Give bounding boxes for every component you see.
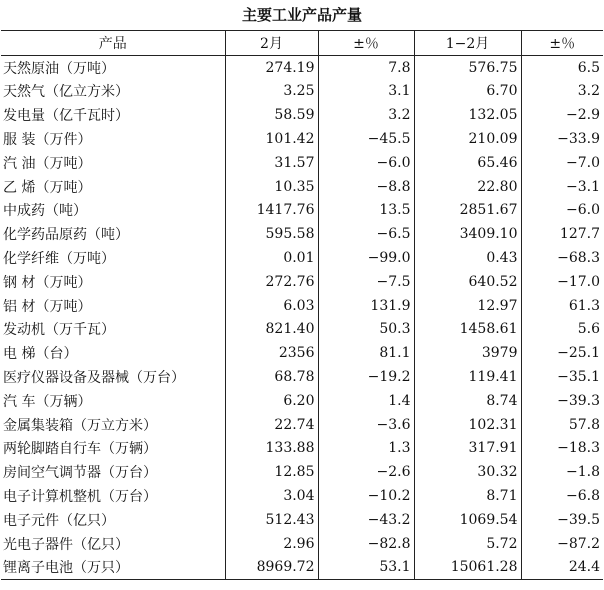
product-name-cell: 化学纤维（万吨） — [3, 251, 115, 268]
feb-change-cell: −99.0 — [318, 246, 414, 270]
table-row — [1, 460, 603, 484]
header-jan-feb-change: ±％ — [521, 31, 603, 56]
jan-feb-change-cell: −68.3 — [521, 246, 603, 270]
feb-change-cell: 1.4 — [318, 389, 414, 413]
product-name-cell: 房间空气调节器（万台） — [3, 465, 157, 482]
jan-feb-value-cell: 210.09 — [414, 127, 521, 151]
jan-feb-change-cell: −6.8 — [521, 484, 603, 508]
jan-feb-change-cell: −7.0 — [521, 151, 603, 175]
jan-feb-change-cell: 24.4 — [521, 556, 603, 580]
feb-change-cell: 1.3 — [318, 437, 414, 461]
jan-feb-change-cell: −87.2 — [521, 532, 603, 556]
jan-feb-change-cell: 3.2 — [521, 80, 603, 104]
jan-feb-change-cell: 5.6 — [521, 318, 603, 342]
feb-change-cell: 3.2 — [318, 103, 414, 127]
table-row — [1, 437, 603, 461]
feb-value-cell: 2356 — [225, 341, 318, 365]
jan-feb-value-cell: 8.71 — [414, 484, 521, 508]
jan-feb-value-cell: 1069.54 — [414, 508, 521, 532]
table-row — [1, 246, 603, 270]
jan-feb-value-cell: 12.97 — [414, 294, 521, 318]
feb-value-cell: 22.74 — [225, 413, 318, 437]
table-row — [1, 222, 603, 246]
feb-value-cell: 274.19 — [225, 55, 318, 79]
table-row — [1, 151, 603, 175]
jan-feb-value-cell: 576.75 — [414, 55, 521, 79]
jan-feb-change-cell: −2.9 — [521, 103, 603, 127]
jan-feb-value-cell: 5.72 — [414, 532, 521, 556]
feb-value-cell: 6.20 — [225, 389, 318, 413]
jan-feb-change-cell: 6.5 — [521, 55, 603, 79]
jan-feb-value-cell: 22.80 — [414, 175, 521, 199]
feb-value-cell: 821.40 — [225, 318, 318, 342]
table-row — [1, 365, 603, 389]
product-name-cell: 锂离子电池（万只） — [1, 556, 225, 580]
feb-change-cell: 53.1 — [318, 556, 414, 580]
jan-feb-change-cell: −17.0 — [521, 270, 603, 294]
table-row — [1, 55, 603, 79]
product-name-cell: 光电子器件（亿只） — [3, 536, 129, 553]
jan-feb-value-cell: 15061.28 — [414, 556, 521, 580]
feb-value-cell: 3.04 — [225, 484, 318, 508]
table-row — [1, 556, 603, 580]
feb-change-cell: 81.1 — [318, 341, 414, 365]
jan-feb-change-cell: 57.8 — [521, 413, 603, 437]
feb-change-cell: −7.5 — [318, 270, 414, 294]
product-name-cell: 电 梯（台） — [3, 346, 78, 363]
feb-value-cell: 1417.76 — [225, 199, 318, 223]
jan-feb-value-cell: 0.43 — [414, 246, 521, 270]
feb-change-cell: 3.1 — [318, 80, 414, 104]
feb-change-cell: −2.6 — [318, 460, 414, 484]
product-name-cell: 汽 车（万辆） — [3, 393, 92, 410]
feb-value-cell: 133.88 — [225, 437, 318, 461]
jan-feb-change-cell: −25.1 — [521, 341, 603, 365]
table-row — [1, 341, 603, 365]
feb-value-cell: 512.43 — [225, 508, 318, 532]
product-name-cell: 服 装（万件） — [3, 132, 92, 149]
jan-feb-change-cell: −35.1 — [521, 365, 603, 389]
header-jan-feb: 1−2月 — [414, 31, 521, 56]
feb-change-cell: 50.3 — [318, 318, 414, 342]
jan-feb-value-cell: 317.91 — [414, 437, 521, 461]
product-name-cell: 汽 油（万吨） — [3, 155, 92, 172]
table-row — [1, 103, 603, 127]
product-name-cell: 电子元件（亿只） — [3, 512, 115, 529]
product-name-cell: 铝 材（万吨） — [3, 298, 92, 315]
feb-change-cell: −19.2 — [318, 365, 414, 389]
product-name-cell: 乙 烯（万吨） — [3, 179, 92, 196]
table-row — [1, 318, 603, 342]
feb-value-cell: 68.78 — [225, 365, 318, 389]
table-row — [1, 389, 603, 413]
jan-feb-value-cell: 640.52 — [414, 270, 521, 294]
feb-change-cell: −6.5 — [318, 222, 414, 246]
jan-feb-change-cell: −39.3 — [521, 389, 603, 413]
feb-change-cell: 7.8 — [318, 55, 414, 79]
feb-change-cell: −8.8 — [318, 175, 414, 199]
product-name-cell: 天然气（亿立方米） — [3, 84, 129, 101]
feb-change-cell: −3.6 — [318, 413, 414, 437]
product-name-cell: 电子计算机整机（万台） — [3, 489, 157, 506]
industrial-output-table — [1, 30, 603, 580]
jan-feb-change-cell: 127.7 — [521, 222, 603, 246]
jan-feb-value-cell: 2851.67 — [414, 199, 521, 223]
feb-value-cell: 8969.72 — [225, 556, 318, 580]
jan-feb-change-cell: 61.3 — [521, 294, 603, 318]
table-row — [1, 532, 603, 556]
jan-feb-value-cell: 3409.10 — [414, 222, 521, 246]
table-row — [1, 508, 603, 532]
table-body — [1, 55, 603, 580]
jan-feb-change-cell: −6.0 — [521, 199, 603, 223]
jan-feb-change-cell: −39.5 — [521, 508, 603, 532]
feb-value-cell: 2.96 — [225, 532, 318, 556]
header-row — [1, 31, 603, 56]
product-name-cell: 发电量（亿千瓦时） — [3, 108, 129, 125]
jan-feb-value-cell: 30.32 — [414, 460, 521, 484]
jan-feb-value-cell: 1458.61 — [414, 318, 521, 342]
feb-value-cell: 12.85 — [225, 460, 318, 484]
feb-value-cell: 58.59 — [225, 103, 318, 127]
feb-value-cell: 31.57 — [225, 151, 318, 175]
feb-value-cell: 101.42 — [225, 127, 318, 151]
jan-feb-value-cell: 3979 — [414, 341, 521, 365]
feb-change-cell: −45.5 — [318, 127, 414, 151]
feb-change-cell: 13.5 — [318, 199, 414, 223]
jan-feb-change-cell: −18.3 — [521, 437, 603, 461]
product-name-cell: 医疗仪器设备及器械（万台） — [3, 370, 185, 387]
header-feb-change: ±％ — [318, 31, 414, 56]
jan-feb-change-cell: −1.8 — [521, 460, 603, 484]
feb-change-cell: −6.0 — [318, 151, 414, 175]
product-name-cell: 化学药品原药（吨） — [3, 227, 129, 244]
product-name-cell: 金属集装箱（万立方米） — [3, 417, 157, 434]
product-name-cell: 发动机（万千瓦） — [3, 322, 115, 339]
product-name-cell: 中成药（吨） — [3, 203, 87, 220]
jan-feb-change-cell: −33.9 — [521, 127, 603, 151]
jan-feb-value-cell: 65.46 — [414, 151, 521, 175]
product-name-cell: 两轮脚踏自行车（万辆） — [3, 441, 157, 458]
feb-change-cell: −43.2 — [318, 508, 414, 532]
table-row — [1, 127, 603, 151]
table-title: 主要工业产品产量 — [241, 6, 362, 24]
feb-change-cell: −10.2 — [318, 484, 414, 508]
feb-change-cell: 131.9 — [318, 294, 414, 318]
product-name-cell: 钢 材（万吨） — [3, 274, 92, 291]
table-row — [1, 270, 603, 294]
jan-feb-value-cell: 119.41 — [414, 365, 521, 389]
product-name-cell: 天然原油（万吨） — [3, 60, 115, 77]
table-row — [1, 175, 603, 199]
feb-value-cell: 0.01 — [225, 246, 318, 270]
feb-change-cell: −82.8 — [318, 532, 414, 556]
jan-feb-value-cell: 8.74 — [414, 389, 521, 413]
jan-feb-change-cell: −3.1 — [521, 175, 603, 199]
header-feb: 2月 — [225, 31, 318, 56]
feb-value-cell: 6.03 — [225, 294, 318, 318]
table-row — [1, 199, 603, 223]
table-row — [1, 294, 603, 318]
table-row — [1, 484, 603, 508]
header-product: 产品 — [1, 31, 225, 56]
jan-feb-value-cell: 132.05 — [414, 103, 521, 127]
feb-value-cell: 272.76 — [225, 270, 318, 294]
feb-value-cell: 3.25 — [225, 80, 318, 104]
jan-feb-value-cell: 102.31 — [414, 413, 521, 437]
jan-feb-value-cell: 6.70 — [414, 80, 521, 104]
feb-value-cell: 595.58 — [225, 222, 318, 246]
feb-value-cell: 10.35 — [225, 175, 318, 199]
table-row — [1, 80, 603, 104]
table-row — [1, 413, 603, 437]
